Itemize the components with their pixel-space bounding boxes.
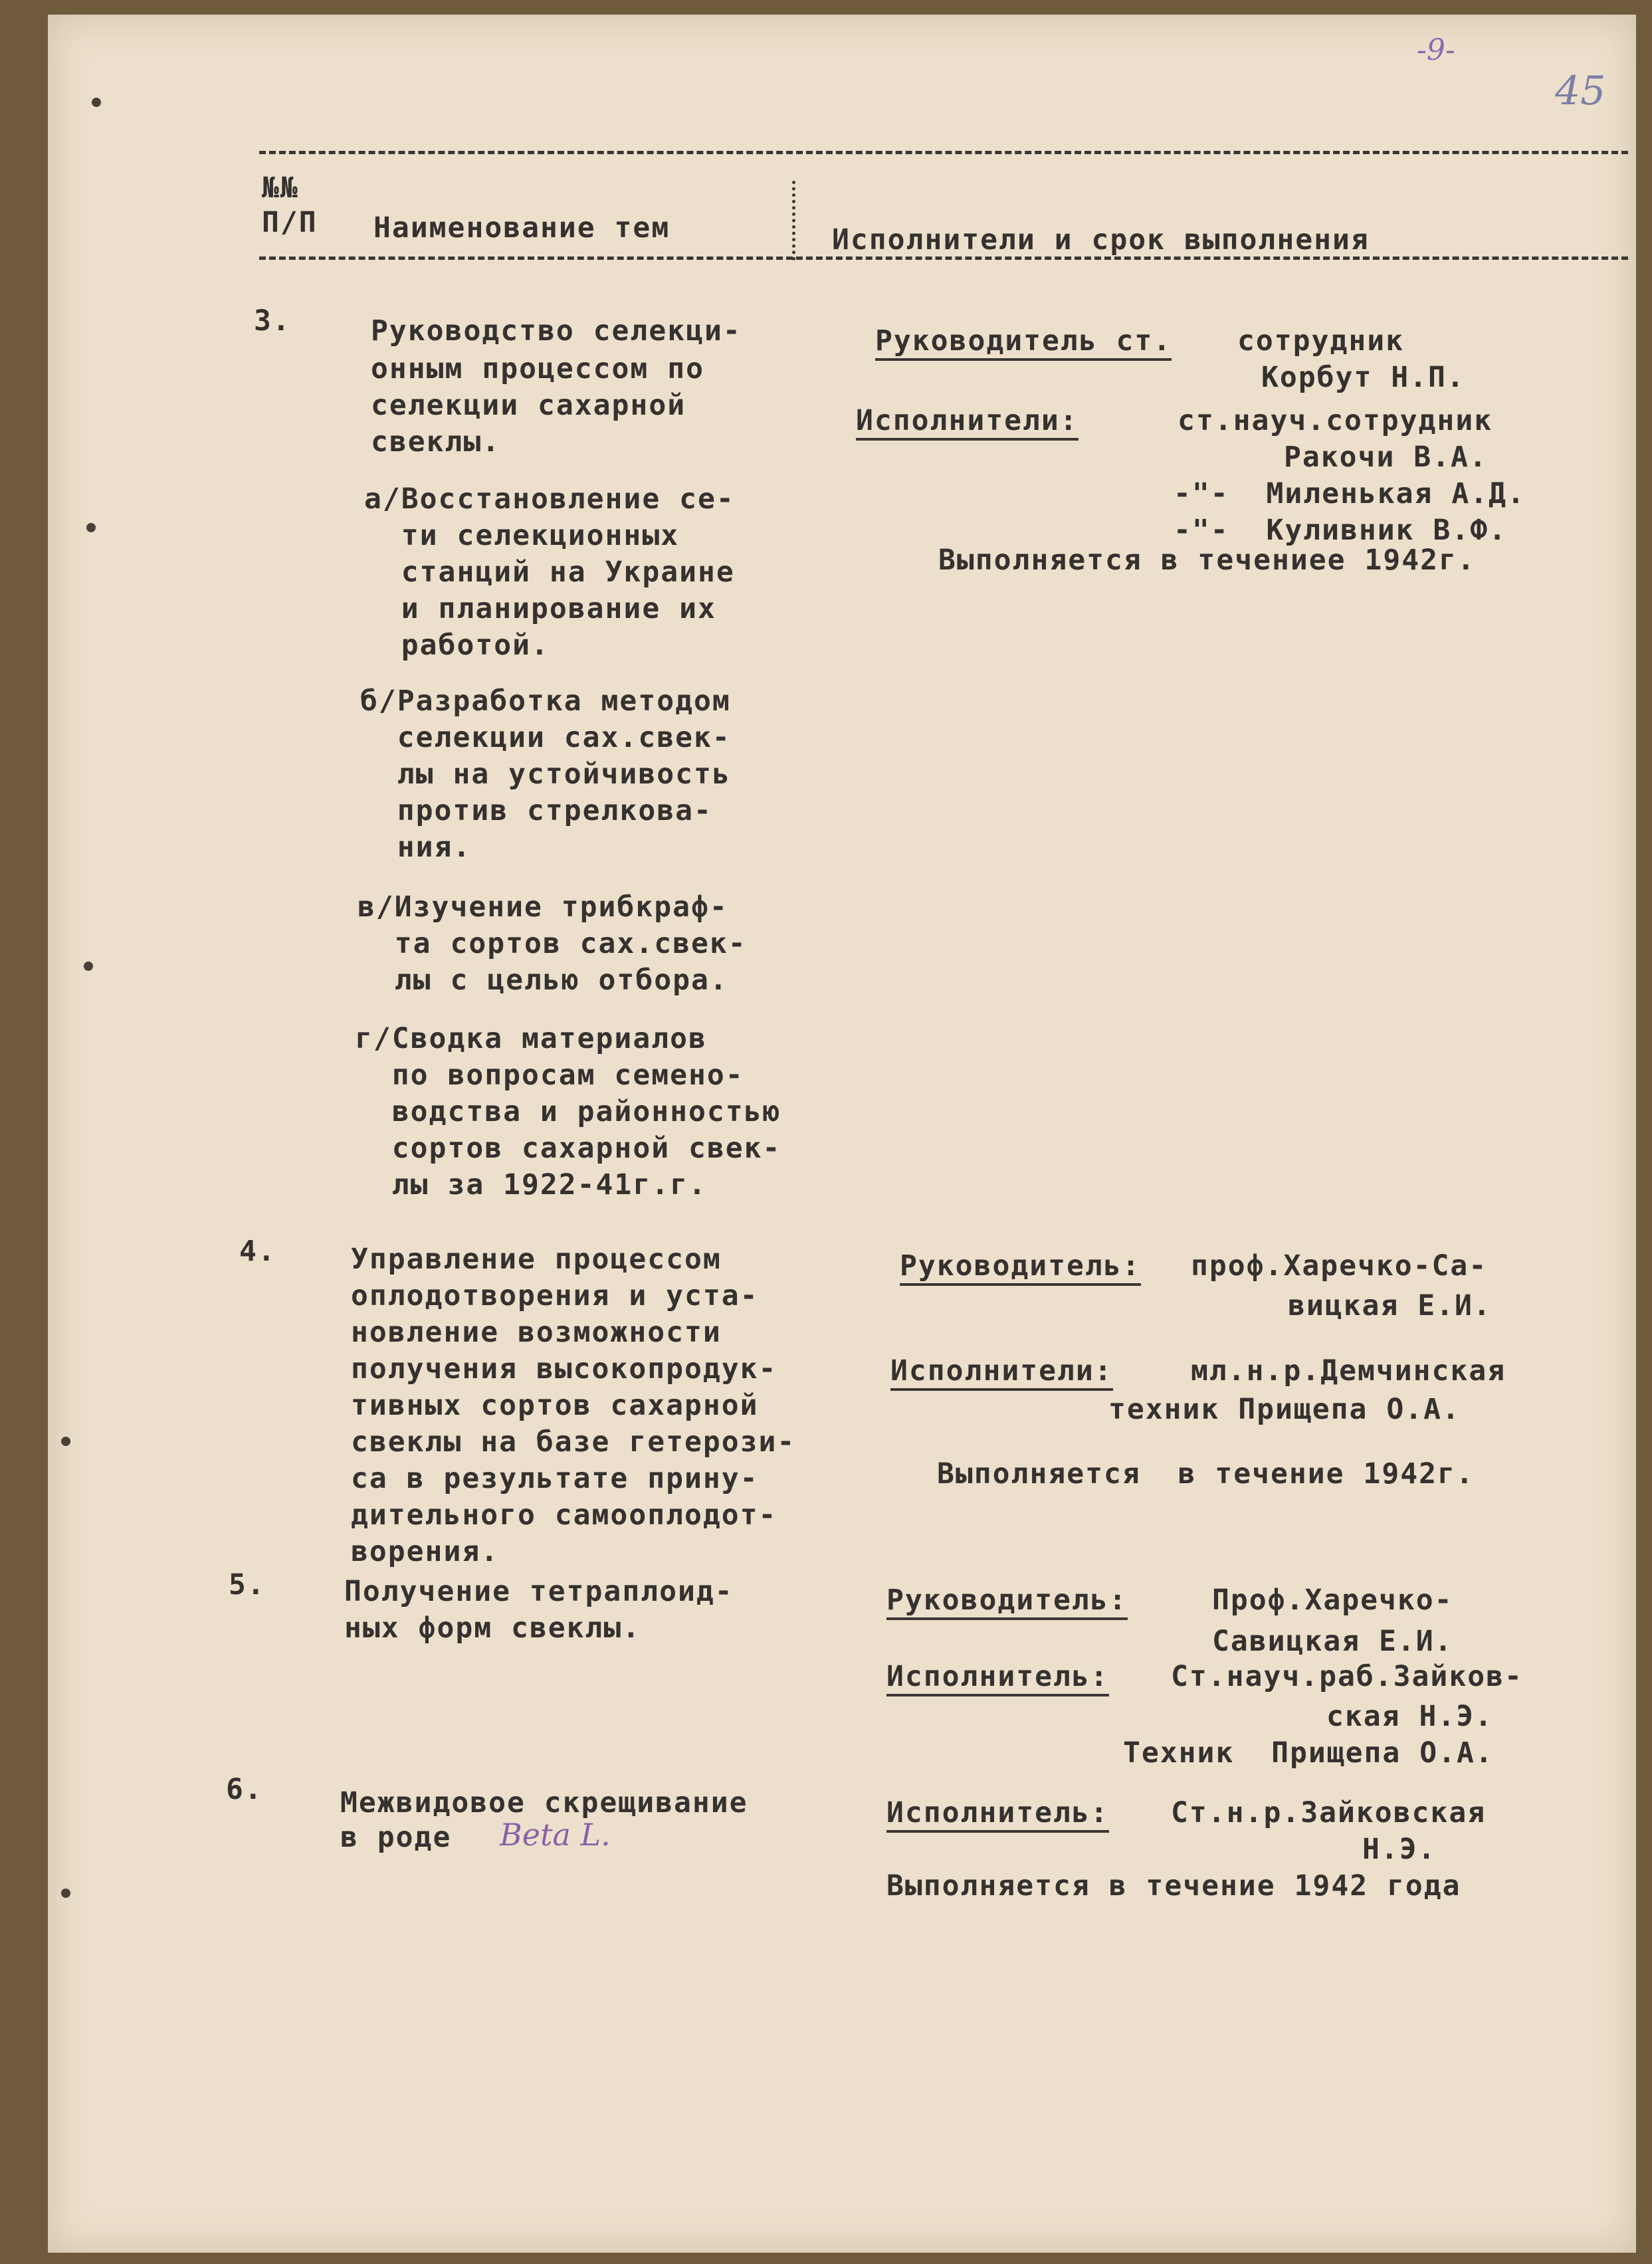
exec-name: -"- Куливник В.Ф. xyxy=(1174,514,1507,547)
item-number: 6. xyxy=(226,1773,263,1806)
subtopic-line: б/Разработка методом xyxy=(360,684,731,718)
topic-line: новление возможности xyxy=(351,1316,722,1349)
term-text: Выполняется в течениее 1942г. xyxy=(938,544,1476,577)
subtopic-line: ния. xyxy=(360,831,472,864)
head-text: вицкая Е.И. xyxy=(1288,1289,1492,1322)
topic-line: тивных сортов сахарной xyxy=(351,1389,759,1422)
head-text: Савицкая Е.И. xyxy=(1212,1625,1453,1658)
header-num-line1: №№ xyxy=(262,171,299,205)
sheet-number-handwritten: 45 xyxy=(1555,68,1606,114)
subtopic-line: в/Изучение трибкраф- xyxy=(358,890,728,924)
item-number: 5. xyxy=(229,1568,266,1601)
subtopic-line: по вопросам семено- xyxy=(355,1059,744,1092)
header-column-divider xyxy=(792,181,795,260)
head-label: Руководитель: xyxy=(886,1586,1128,1620)
subtopic-line: лы с целью отбора. xyxy=(358,964,728,997)
topic-line: Управление процессом xyxy=(351,1243,722,1276)
exec-text: техник Прищепа О.А. xyxy=(1108,1393,1461,1426)
topic-line: в роде xyxy=(340,1821,452,1854)
topic-line: Межвидовое скрещивание xyxy=(340,1786,748,1819)
head-text: проф.Харечко-Са- xyxy=(1191,1249,1488,1283)
subtopic-line: и планирование их xyxy=(364,592,716,625)
subtopic-line: та сортов сах.свек- xyxy=(358,927,747,960)
subtopic-line: селекции сах.свек- xyxy=(360,721,731,754)
head-role: сотрудник xyxy=(1237,324,1404,358)
page-number-handwritten: -9- xyxy=(1417,33,1455,67)
punch-hole xyxy=(61,1889,70,1898)
head-name: Корбут Н.П. xyxy=(1261,361,1465,394)
topic-line: получения высокопродук- xyxy=(351,1352,777,1386)
topic-line: свеклы на базе гетерози- xyxy=(351,1425,796,1459)
subtopic-line: ти селекционных xyxy=(364,519,680,552)
exec-name: -"- Миленькая А.Д. xyxy=(1174,477,1526,510)
header-top-rule xyxy=(259,151,1628,154)
topic-line: онным процессом по xyxy=(371,352,704,385)
topic-line: дительного самооплодот- xyxy=(351,1498,777,1532)
head-label: Руководитель ст. xyxy=(875,327,1172,361)
header-topic: Наименование тем xyxy=(373,211,671,245)
exec-text: ская Н.Э. xyxy=(1326,1700,1493,1733)
subtopic-line: сортов сахарной свек- xyxy=(355,1132,781,1165)
exec-text: Ст.н.р.Зайковская xyxy=(1171,1796,1487,1829)
exec-role: ст.науч.сотрудник xyxy=(1178,404,1493,437)
exec-label: Исполнители: xyxy=(856,407,1079,441)
item-number: 3. xyxy=(254,304,291,338)
term-text: Выполняется в течение 1942г. xyxy=(937,1457,1475,1491)
header-num-line2: П/П xyxy=(262,206,318,239)
punch-hole xyxy=(92,98,101,107)
subtopic-line: станций на Украине xyxy=(364,556,735,589)
topic-line: ных форм свеклы. xyxy=(344,1611,641,1645)
subtopic-line: водства и районностью xyxy=(355,1095,781,1128)
topic-line: са в результате прину- xyxy=(351,1462,759,1495)
topic-line: Руководство селекци- xyxy=(371,314,742,348)
topic-line: селекции сахарной xyxy=(371,389,686,422)
exec-text: Н.Э. xyxy=(1362,1833,1437,1866)
subtopic-line: лы на устойчивость xyxy=(360,758,731,791)
term-text: Выполняется в течение 1942 года xyxy=(886,1869,1461,1903)
punch-hole xyxy=(61,1437,70,1446)
item-number: 4. xyxy=(239,1235,276,1268)
exec-text: Ст.науч.раб.Зайков- xyxy=(1171,1660,1523,1693)
punch-hole xyxy=(84,962,93,971)
exec-label: Исполнитель: xyxy=(886,1799,1109,1833)
subtopic-line: г/Сводка материалов xyxy=(355,1022,707,1055)
handwritten-latin-name: Beta L. xyxy=(500,1817,611,1853)
subtopic-line: работой. xyxy=(364,629,550,662)
subtopic-line: против стрелкова- xyxy=(360,794,712,827)
exec-name: Ракочи В.А. xyxy=(1284,441,1488,474)
exec-text: Техник Прищепа О.А. xyxy=(1123,1736,1494,1770)
subtopic-line: лы за 1922-41г.г. xyxy=(355,1168,707,1201)
document-sheet xyxy=(48,15,1636,2253)
header-bottom-rule xyxy=(259,257,1628,260)
head-text: Проф.Харечко- xyxy=(1212,1584,1453,1617)
exec-label: Исполнитель: xyxy=(886,1663,1109,1697)
exec-text: мл.н.р.Демчинская xyxy=(1191,1354,1506,1388)
punch-hole xyxy=(86,523,96,532)
topic-line: ворения. xyxy=(351,1535,500,1568)
subtopic-line: а/Восстановление се- xyxy=(364,482,735,516)
head-label: Руководитель: xyxy=(900,1252,1141,1286)
topic-line: оплодотворения и уста- xyxy=(351,1279,759,1312)
header-executors: Исполнители и срок выполнения xyxy=(832,223,1370,257)
exec-label: Исполнители: xyxy=(890,1357,1113,1391)
topic-line: Получение тетраплоид- xyxy=(344,1575,734,1608)
topic-line: свеклы. xyxy=(371,425,501,459)
